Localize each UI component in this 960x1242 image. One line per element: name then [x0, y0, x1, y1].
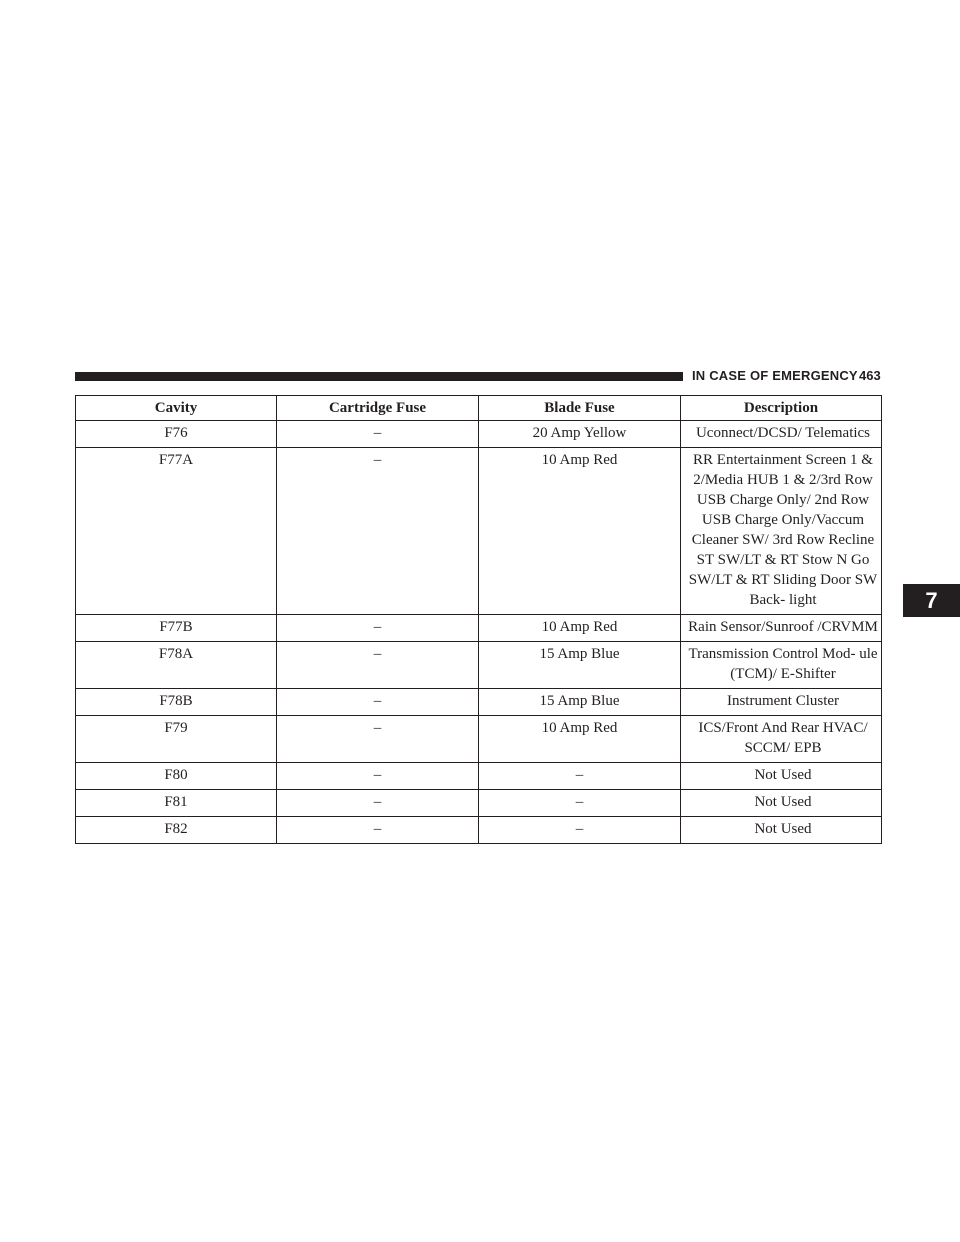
cavity-cell: F77B [76, 615, 277, 642]
description-cell: Rain Sensor/Sunroof /CRVMM [681, 615, 882, 642]
description-cell: Not Used [681, 763, 882, 790]
table-row [76, 689, 882, 716]
cartridge-fuse-cell: – [277, 716, 479, 763]
blade-fuse-cell: 20 Amp Yellow [479, 421, 681, 448]
blade-fuse-cell: – [479, 817, 681, 844]
cartridge-fuse-cell: – [277, 817, 479, 844]
header-rule [75, 372, 683, 381]
blade-fuse-cell: 10 Amp Red [479, 716, 681, 763]
page-number: 463 [859, 368, 881, 383]
table-row [76, 790, 882, 817]
table-row [76, 817, 882, 844]
description-cell: Uconnect/DCSD/ Telematics [681, 421, 882, 448]
description-cell: Not Used [681, 790, 882, 817]
description-cell: RR Entertainment Screen 1 & 2/Media HUB 1 & 2/3rd Row USB Charge Only/ 2nd Row USB Charge Only/Vaccum Cleaner SW/ 3rd Row Recline ST SW/LT & RT Stow N Go SW/LT & RT Sliding Door SW Back- light [681, 448, 882, 615]
table-row [76, 615, 882, 642]
blade-fuse-cell: 15 Amp Blue [479, 642, 681, 689]
cavity-cell: F79 [76, 716, 277, 763]
description-cell: Not Used [681, 817, 882, 844]
section-title: IN CASE OF EMERGENCY [692, 368, 858, 383]
column-header-cartridge-fuse: Cartridge Fuse [277, 396, 479, 421]
blade-fuse-cell: 15 Amp Blue [479, 689, 681, 716]
cartridge-fuse-cell: – [277, 421, 479, 448]
cavity-cell: F80 [76, 763, 277, 790]
cavity-cell: F78A [76, 642, 277, 689]
fuse-table [75, 395, 882, 844]
cavity-cell: F81 [76, 790, 277, 817]
blade-fuse-cell: 10 Amp Red [479, 615, 681, 642]
cavity-cell: F77A [76, 448, 277, 615]
column-header-blade-fuse: Blade Fuse [479, 396, 681, 421]
description-cell: Transmission Control Mod- ule (TCM)/ E-Shifter [681, 642, 882, 689]
table-row [76, 421, 882, 448]
cartridge-fuse-cell: – [277, 642, 479, 689]
cartridge-fuse-cell: – [277, 448, 479, 615]
table-row [76, 716, 882, 763]
cavity-cell: F76 [76, 421, 277, 448]
description-cell: ICS/Front And Rear HVAC/ SCCM/ EPB [681, 716, 882, 763]
blade-fuse-cell: 10 Amp Red [479, 448, 681, 615]
cartridge-fuse-cell: – [277, 763, 479, 790]
table-row [76, 763, 882, 790]
table-row [76, 642, 882, 689]
cartridge-fuse-cell: – [277, 790, 479, 817]
description-cell: Instrument Cluster [681, 689, 882, 716]
table-row [76, 448, 882, 615]
cavity-cell: F82 [76, 817, 277, 844]
column-header-cavity: Cavity [76, 396, 277, 421]
blade-fuse-cell: – [479, 790, 681, 817]
table-header-row [76, 396, 882, 421]
blade-fuse-cell: – [479, 763, 681, 790]
cartridge-fuse-cell: – [277, 689, 479, 716]
cavity-cell: F78B [76, 689, 277, 716]
chapter-tab: 7 [903, 584, 960, 617]
column-header-description: Description [681, 396, 882, 421]
cartridge-fuse-cell: – [277, 615, 479, 642]
